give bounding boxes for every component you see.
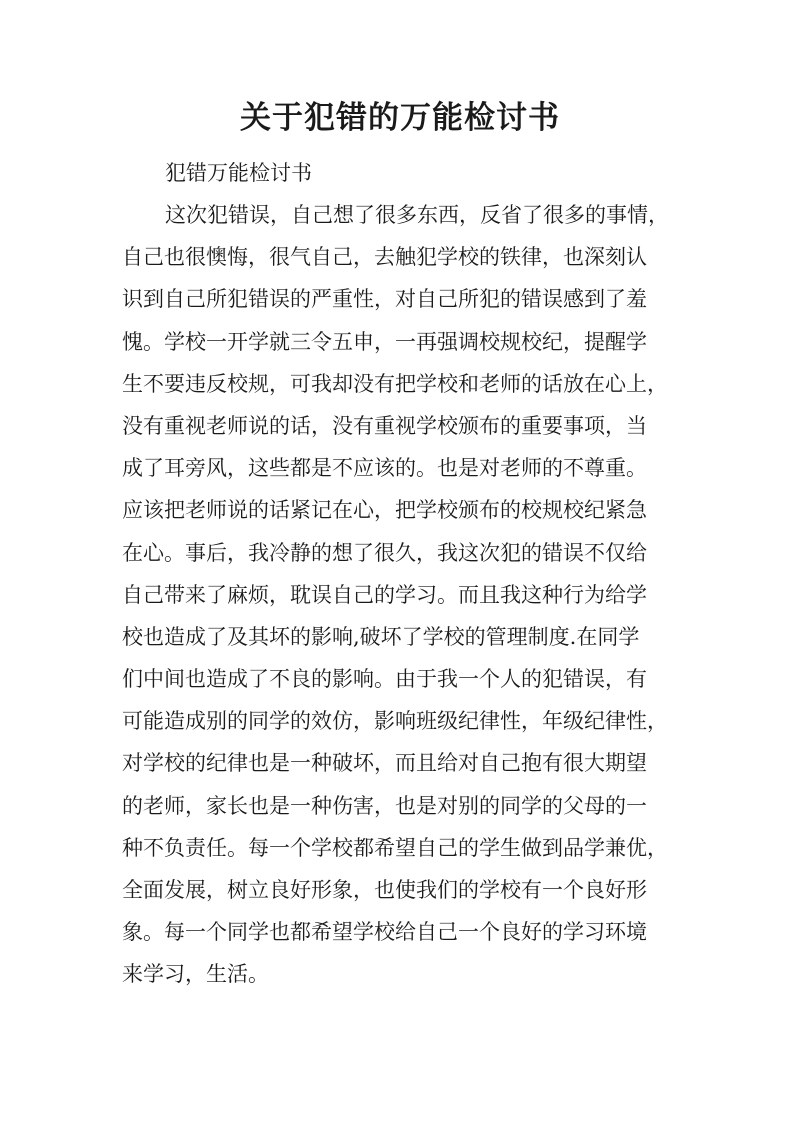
- body-line: 们中间也造成了不良的影响。由于我一个人的犯错误，有: [122, 667, 647, 692]
- body-line: 自己也很懊悔，很气自己，去触犯学校的铁律，也深刻认: [122, 245, 647, 270]
- body-line: 生不要违反校规，可我却没有把学校和老师的话放在心上，: [122, 371, 668, 396]
- body-line: 应该把老师说的话紧记在心，把学校颁布的校规校纪紧急: [122, 498, 647, 523]
- document-title: 关于犯错的万能检讨书: [240, 100, 560, 136]
- document-subtitle: 犯错万能检讨书: [165, 161, 312, 185]
- body-line: 没有重视老师说的话，没有重视学校颁布的重要事项，当: [122, 413, 647, 438]
- body-line: 的老师，家长也是一种伤害，也是对别的同学的父母的一: [122, 793, 647, 818]
- body-line: 在心。事后，我冷静的想了很久，我这次犯的错误不仅给: [122, 540, 647, 565]
- body-line: 种不负责任。每一个学校都希望自己的学生做到品学兼优，: [122, 835, 668, 860]
- body-line: 校也造成了及其坏的影响,破坏了学校的管理制度.在同学: [122, 624, 640, 649]
- body-line: 象。每一个同学也都希望学校给自己一个良好的学习环境: [122, 920, 647, 945]
- body-line: 这次犯错误，自己想了很多东西，反省了很多的事情，: [165, 203, 669, 227]
- body-line: 可能造成别的同学的效仿，影响班级纪律性，年级纪律性，: [122, 709, 668, 734]
- body-line: 识到自己所犯错误的严重性，对自己所犯的错误感到了羞: [122, 287, 647, 312]
- body-line: 自己带来了麻烦，耽误自己的学习。而且我这种行为给学: [122, 582, 647, 607]
- body-line: 对学校的纪律也是一种破坏，而且给对自己抱有很大期望: [122, 751, 647, 776]
- document-body: [122, 200, 682, 1002]
- body-line: 全面发展，树立良好形象，也使我们的学校有一个良好形: [122, 878, 647, 902]
- body-line: 来学习，生活。: [122, 962, 269, 987]
- body-line: 愧。学校一开学就三令五申，一再强调校规校纪，提醒学: [122, 329, 647, 354]
- body-line: 成了耳旁风，这些都是不应该的。也是对老师的不尊重。: [122, 456, 647, 481]
